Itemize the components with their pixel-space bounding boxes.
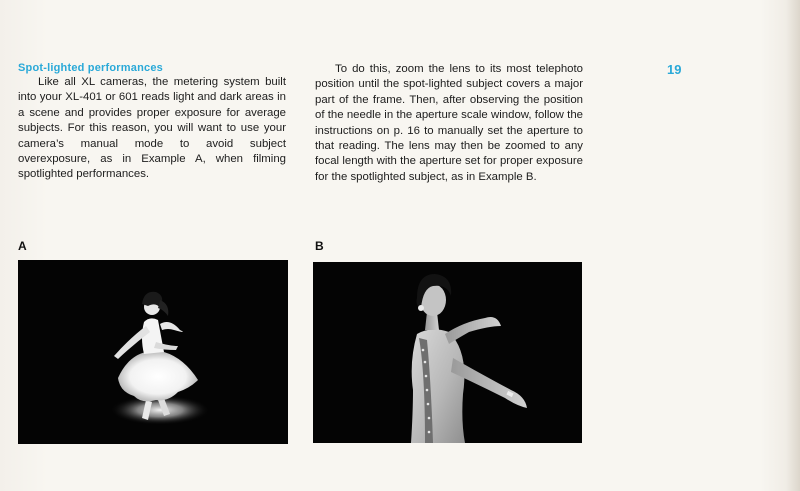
figure-a-label: A — [18, 239, 27, 253]
page-number: 19 — [667, 62, 682, 77]
dancer-proper-exposure-image — [313, 262, 582, 443]
left-column — [18, 75, 286, 183]
left-paragraph: Like all XL cameras, the metering system built into your XL-401 or 601 reads light and dark areas in a scene and provides proper exposure for average subjects. For this reason, you will want to use your camera’s manual mode to avoid subject overexposure, as in Example A, when filming spotlighted performances. — [18, 76, 286, 181]
right-column — [315, 62, 583, 185]
photo-example-b — [313, 262, 582, 443]
photo-example-a — [18, 260, 288, 444]
page-edge-shadow — [786, 0, 800, 491]
dancer-overexposed-image — [18, 260, 288, 444]
right-paragraph: To do this, zoom the lens to its most telephoto position until the spot-lighted subject covers a major part of the frame. Then, after observing the position of the needle in the aperture scale window, follow the instructions on p. 16 to manually set the aperture to that reading. The lens may then be zoomed to any focal length with the aperture set for proper exposure for the spotlighted subject, as in Example B. — [315, 63, 583, 183]
figure-b-label: B — [315, 239, 324, 253]
section-heading: Spot-lighted performances — [18, 62, 163, 74]
